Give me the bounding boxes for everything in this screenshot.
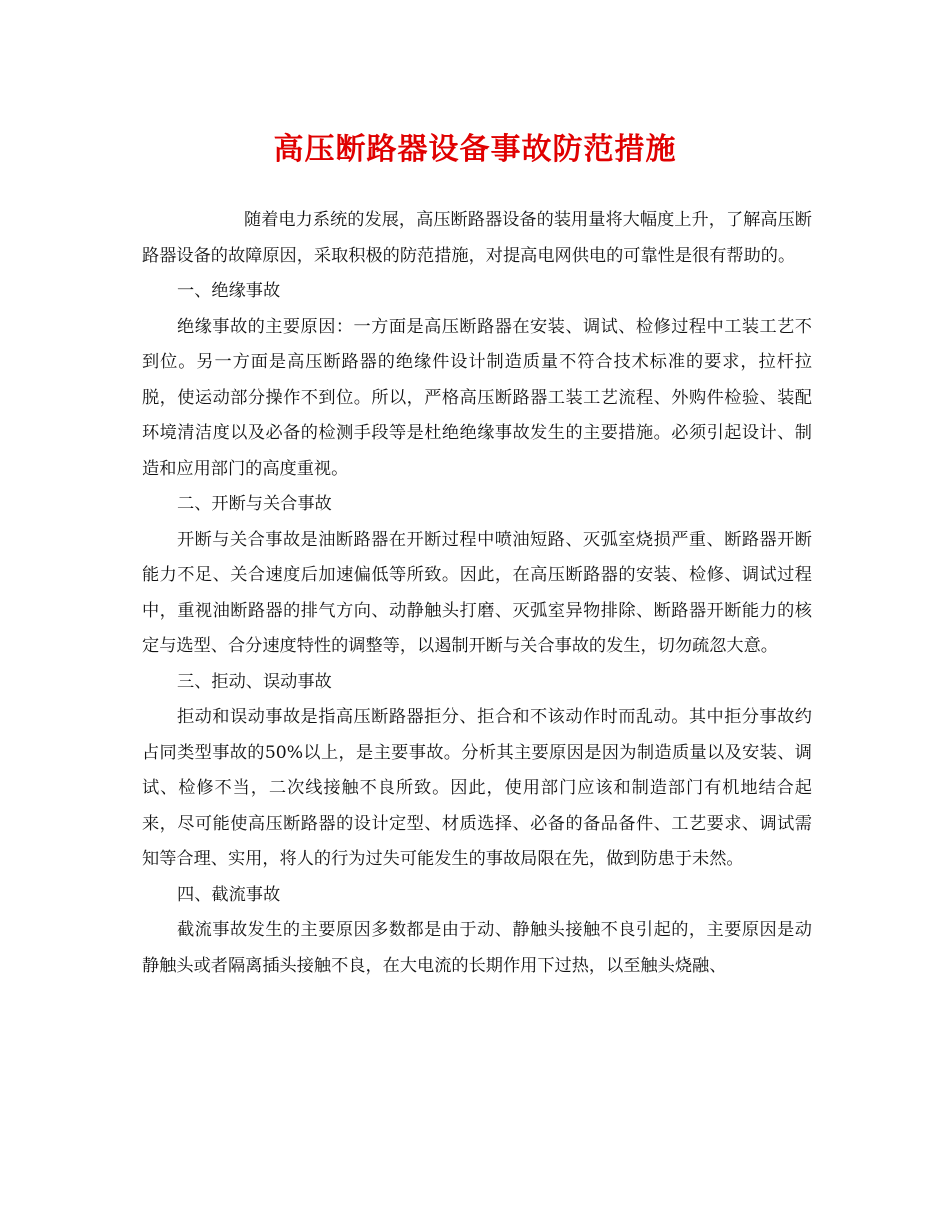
intro-paragraph: 随着电力系统的发展，高压断路器设备的装用量将大幅度上升，了解高压断路器设备的故障原因，采取积极的防范措施，对提高电网供电的可靠性是很有帮助的。 [142, 210, 812, 266]
paragraph-insulation: 绝缘事故的主要原因：一方面是高压断路器在安装、调试、检修过程中工装工艺不到位。另一方面是高压断路器的绝缘件设计制造质量不符合技术标准的要求，拉杆拉脱，使运动部分操作不到位。所以，严格高压断路器工装工艺流程、外购件检验、装配环境清洁度以及必备的检测手段等是杜绝绝缘事故发生的主要措施。必须引起设计、制造和应用部门的高度重视。 [142, 316, 812, 479]
section-heading-breaking-closing: 二、开断与关合事故 [177, 494, 332, 514]
section-heading-refusal-misoperation: 三、拒动、误动事故 [177, 671, 332, 692]
section-heading-current-interruption: 四、截流事故 [177, 884, 281, 905]
document-title: 高压断路器设备事故防范措施 [273, 132, 677, 167]
document-body [142, 203, 812, 984]
section-heading-insulation: 一、绝缘事故 [177, 281, 281, 301]
paragraph-breaking-closing: 开断与关合事故是油断路器在开断过程中喷油短路、灭弧室烧损严重、断路器开断能力不足、关合速度后加速偏低等所致。因此，在高压断路器的安装、检修、调试过程中，重视油断路器的排气方向、动静触头打磨、灭弧室异物排除、断路器开断能力的核定与选型、合分速度特性的调整等，以遏制开断与关合事故的发生，切勿疏忽大意。 [142, 529, 812, 656]
paragraph-current-interruption: 截流事故发生的主要原因多数都是由于动、静触头接触不良引起的，主要原因是动静触头或者隔离插头接触不良，在大电流的长期作用下过热，以至触头烧融、 [142, 920, 812, 976]
paragraph-refusal-misoperation: 拒动和误动事故是指高压断路器拒分、拒合和不该动作时而乱动。其中拒分事故约占同类型事故的50%以上，是主要事故。分析其主要原因是因为制造质量以及安装、调试、检修不当，二次线接触不良所致。因此，使用部门应该和制造部门有机地结合起来，尽可能使高压断路器的设计定型、材质选择、必备的备品备件、工艺要求、调试需知等合理、实用，将人的行为过失可能发生的事故局限在先，做到防患于未然。 [142, 707, 812, 869]
